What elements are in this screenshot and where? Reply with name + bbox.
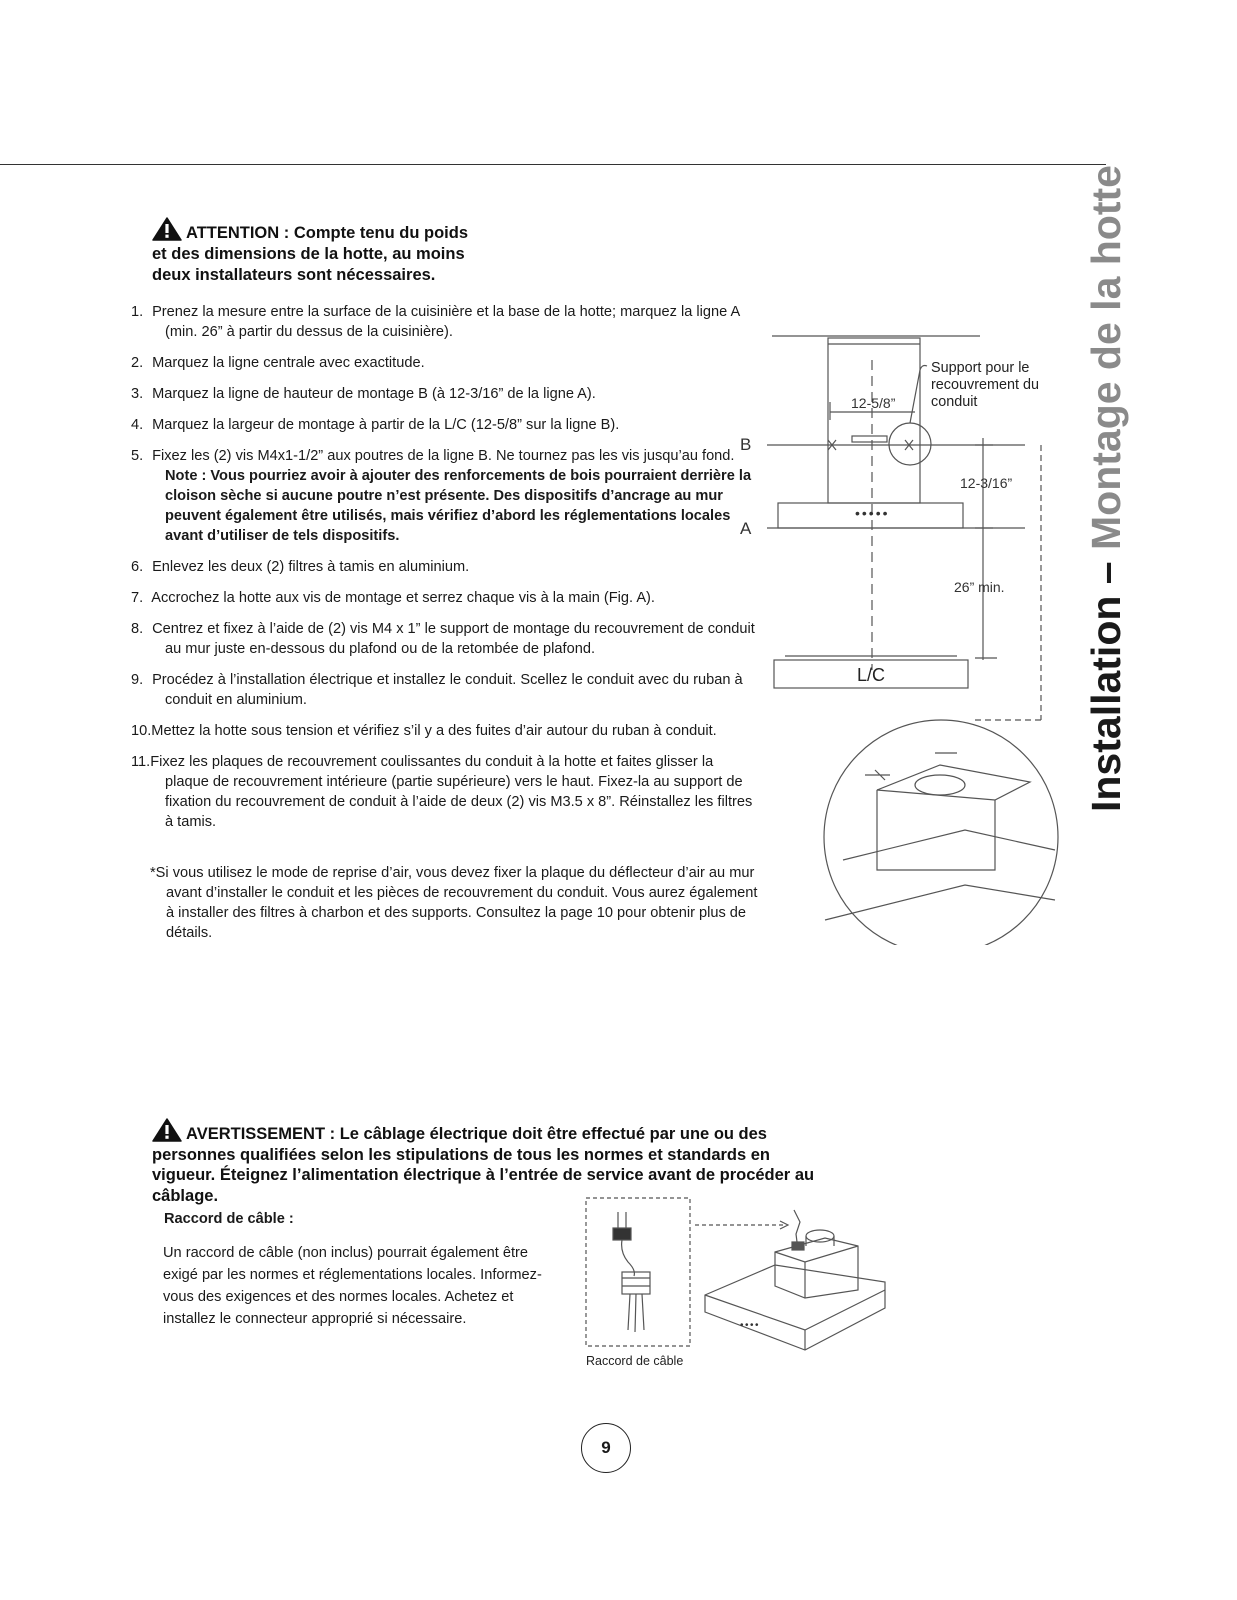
svg-text:•••••: ••••• (855, 505, 890, 521)
width-dimension: 12-5/8” (851, 395, 896, 411)
svg-text:••••: •••• (740, 1320, 761, 1331)
warning-triangle-icon (152, 1118, 182, 1142)
attention-line2: et des dimensions de la hotte, au moins (152, 245, 465, 263)
attention-box (152, 217, 532, 286)
cable-caption: Raccord de câble (586, 1354, 684, 1368)
section-title (1076, 165, 1136, 812)
step-7: 7. Accrochez la hotte aux vis de montage et serrez chaque vis à la main (Fig. A). (131, 590, 655, 606)
step-6: 6. Enlevez les deux (2) filtres à tamis en aluminium. (131, 559, 470, 575)
warning-text: AVERTISSEMENT : Le câblage électrique doit être effectué par une ou des personnes qualifiées selon les stipulations de tous les normes et standards en vigueur. Éteignez l’alimentation électrique à l’entrée de service avant de procéder au câblage. (152, 1125, 815, 1205)
step-5: 5. Fixez les (2) vis M4x1-1/2” aux poutres de la ligne B. Ne tournez pas les vis jusqu’au fond. Note : Vous pourriez avoir à ajouter des renforcements de bois pourraient derrière la cloison sèche si aucune poutre n’est présente. Des dispositifs d’ancrage au mur peuvent également être utilisés, mais vérifiez d’abord les réglementations locales avant d’utiliser de tels dispositifs. (131, 448, 752, 544)
cable-title: Raccord de câble : (164, 1211, 294, 1227)
warning-triangle-icon (152, 217, 182, 241)
mounting-diagram (735, 330, 1065, 945)
header-rule (0, 164, 1106, 165)
line-a-label: A (740, 519, 752, 538)
support-label: Support pour le recouvrement du conduit (931, 360, 1039, 410)
step-8: 8. Centrez et fixez à l’aide de (2) vis M4 x 1” le support de montage du recouvrement de conduit au mur juste en-dessous du plafond ou de la retombée de plafond. (131, 621, 755, 657)
step-1: 1. Prenez la mesure entre la surface de la cuisinière et la base de la hotte; marquez la ligne A (min. 26” à partir du dessus de la cuisinière). (131, 304, 740, 340)
cable-connector-diagram (580, 1190, 890, 1370)
step-10: 10.Mettez la hotte sous tension et vérifiez s’il y a des fuites d’air autour du ruban à conduit. (131, 723, 717, 739)
installation-steps (131, 302, 758, 843)
step-3: 3. Marquez la ligne de hauteur de montage B (à 12-3/16” de la ligne A). (131, 386, 596, 402)
section-title-part2: Montage de la hotte (1083, 165, 1129, 550)
step-5-note: Note : Vous pourriez avoir à ajouter des renforcements de bois pourraient derrière la cloison sèche si aucune poutre n’est présente. Des dispositifs d’ancrage au mur peuvent également être utilisés, mais vérifiez d’abord les réglementations locales avant d’utiliser de tels dispositifs. (165, 468, 752, 544)
mounting-diagram-drawing (735, 330, 1065, 945)
step-9: 9. Procédez à l’installation électrique et installez le conduit. Scellez le conduit avec du ruban à conduit en aluminium. (131, 672, 743, 708)
attention-line3: deux installateurs sont nécessaires. (152, 266, 436, 284)
center-line-label: L/C (857, 665, 886, 685)
step-11: 11.Fixez les plaques de recouvrement coulissantes du conduit à la hotte et faites glisser la plaque de recouvrement intérieure (partie supérieure) vers le haut. Fixez-la au support de fixation du recouvrement de conduit à l’aide de deux (2) vis M3.5 x 8”. Réinstallez les filtres à tamis. (131, 754, 753, 830)
cable-text: Un raccord de câble (non inclus) pourrait également être exigé par les normes et réglementations locales. Informez-vous des exigences et des normes locales. Achetez et installez le connecteur approprié si nécessaire. (163, 1245, 542, 1327)
min-dimension: 26” min. (954, 579, 1005, 595)
height-b-dimension: 12-3/16” (960, 475, 1013, 491)
step-4: 4. Marquez la largeur de montage à partir de la L/C (12-5/8” sur la ligne B). (131, 417, 620, 433)
page-number: 9 (581, 1423, 631, 1473)
step-2: 2. Marquez la ligne centrale avec exactitude. (131, 355, 425, 371)
line-b-label: B (740, 435, 752, 454)
section-title-part1: Installation – (1083, 550, 1129, 812)
recirculation-note: *Si vous utilisez le mode de reprise d’air, vous devez fixer la plaque du déflecteur d’air au mur avant d’installer le conduit et les pièces de recouvrement du conduit. Vous aurez également à installer des filtres à charbon et des supports. Consultez la page 10 pour obtenir plus de détails. (150, 865, 758, 941)
attention-line1: ATTENTION : Compte tenu du poids (186, 224, 468, 242)
cable-connector-drawing (580, 1190, 890, 1370)
